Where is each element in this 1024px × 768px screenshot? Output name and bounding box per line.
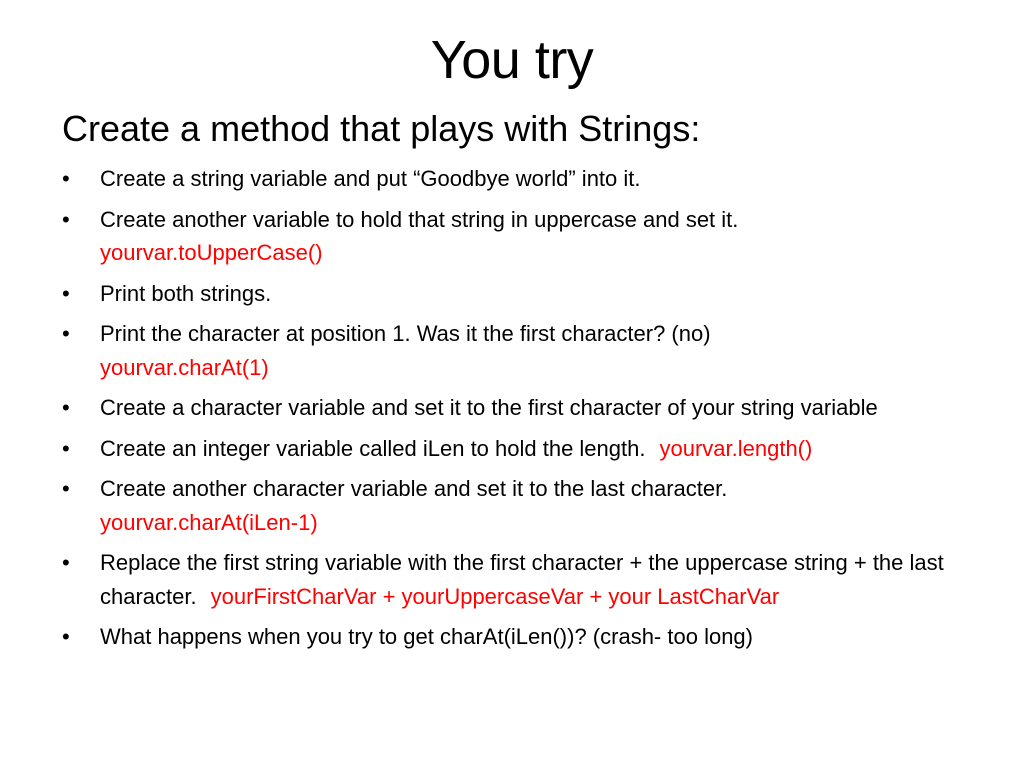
bullet-text: Create a string variable and put “Goodbye world” into it. xyxy=(100,166,641,191)
bullet-text: Create an integer variable called iLen to hold the length. xyxy=(100,435,646,461)
bullet-code: yourvar.charAt(iLen-1) xyxy=(100,509,318,535)
bullet-text: Print the character at position 1. Was it the first character? (no) xyxy=(100,321,711,346)
bullet-icon: • xyxy=(62,550,70,575)
bullet-text: Create a character variable and set it to the first character of your string variable xyxy=(100,395,878,420)
bullet-text: Replace the first string variable with the first character + the uppercase string + the last character. xyxy=(100,550,944,609)
bullet-item xyxy=(62,162,962,196)
bullet-code: yourvar.toUpperCase() xyxy=(100,240,323,265)
bullet-icon: • xyxy=(62,624,70,649)
bullet-icon: • xyxy=(62,476,70,501)
bullet-code: yourvar.charAt(1) xyxy=(100,354,269,380)
bullet-item xyxy=(62,277,962,311)
bullet-icon: • xyxy=(62,321,70,346)
bullet-code: yourvar.length() xyxy=(659,435,813,461)
bullet-item xyxy=(62,317,962,384)
bullet-icon: • xyxy=(62,206,70,232)
bullet-icon: • xyxy=(62,280,70,306)
bullet-text: What happens when you try to get charAt(iLen())? (crash- too long) xyxy=(100,624,753,649)
bullet-code: yourFirstCharVar + yourUppercaseVar + your LastCharVar xyxy=(210,583,780,609)
bullet-text: Print both strings. xyxy=(100,280,272,306)
bullet-text: Create another variable to hold that string in uppercase and set it. xyxy=(100,206,739,232)
slide-title: You try xyxy=(430,30,594,90)
bullet-item xyxy=(62,203,962,270)
bullet-item xyxy=(62,391,962,425)
bullet-list xyxy=(62,162,962,661)
bullet-text: Create another character variable and set it to the last character. xyxy=(100,476,728,501)
bullet-item xyxy=(62,432,962,466)
bullet-icon: • xyxy=(62,166,70,191)
bullet-item xyxy=(62,546,962,613)
bullet-item xyxy=(62,472,962,539)
slide-intro: Create a method that plays with Strings: xyxy=(62,108,701,149)
bullet-icon: • xyxy=(62,395,70,420)
bullet-icon: • xyxy=(62,435,70,461)
bullet-item xyxy=(62,620,962,654)
